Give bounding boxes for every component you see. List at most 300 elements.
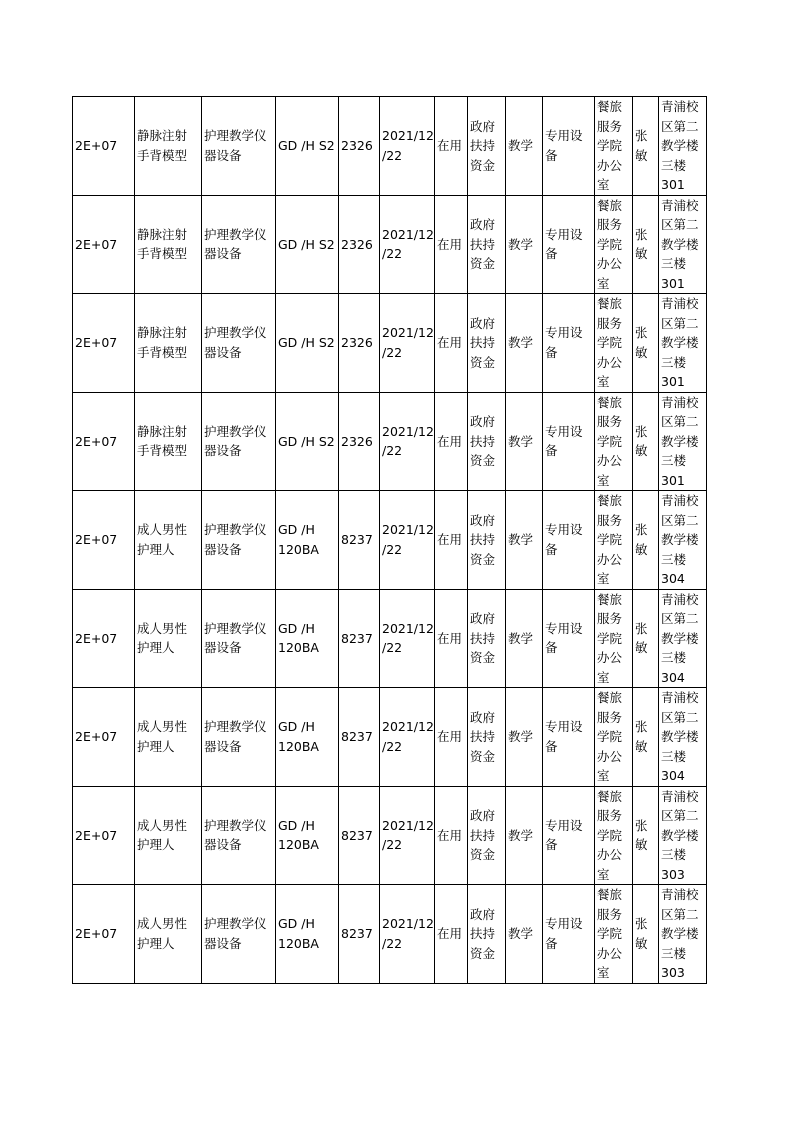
department-cell [595, 97, 633, 196]
department-line: 服务 [597, 709, 623, 725]
asset-code-cell: 2E+07 [73, 885, 135, 984]
asset-name-line: 手背模型 [137, 443, 188, 459]
department-cell [595, 786, 633, 885]
model-line: GD /H [278, 620, 315, 636]
purchase-date-cell [380, 195, 435, 294]
department-line: 学院 [597, 630, 623, 646]
price-cell: 8237 [339, 786, 380, 885]
category-line: 护理教学仪 [204, 423, 267, 439]
location-line: 区第二 [661, 315, 699, 331]
department-cell [595, 392, 633, 491]
usage-cell: 教学 [506, 392, 543, 491]
location-line: 301 [661, 275, 685, 291]
price-cell: 2326 [339, 195, 380, 294]
department-line: 办公 [597, 650, 623, 665]
category-line: 护理教学仪 [204, 128, 267, 144]
department-line: 服务 [597, 906, 623, 922]
department-cell [595, 491, 633, 590]
category-line: 护理教学仪 [204, 719, 267, 735]
model-line: 120BA [278, 935, 319, 951]
fund-source-line: 扶持 [470, 138, 496, 153]
department-cell [595, 589, 633, 688]
asset-name-line: 成人男性 [137, 817, 188, 833]
purchase-date-line: /22 [382, 935, 403, 951]
department-line: 餐旅 [597, 197, 623, 213]
fund-source-cell [468, 786, 506, 885]
equipment-type-cell [543, 294, 595, 393]
custodian-cell [633, 688, 659, 787]
price-cell: 8237 [339, 688, 380, 787]
custodian-line: 张 [635, 226, 648, 242]
fund-source-line: 资金 [470, 157, 496, 173]
asset-name-cell [135, 786, 202, 885]
department-line: 学院 [597, 926, 623, 941]
department-line: 学院 [597, 827, 623, 843]
custodian-line: 敏 [635, 443, 648, 459]
category-line: 护理教学仪 [204, 226, 267, 242]
fund-source-cell [468, 885, 506, 984]
category-cell [202, 294, 276, 393]
model-line: 120BA [278, 738, 319, 754]
fund-source-line: 扶持 [470, 335, 496, 350]
asset-name-cell [135, 688, 202, 787]
table-row [73, 688, 707, 787]
equipment-type-cell [543, 688, 595, 787]
category-cell [202, 885, 276, 984]
department-line: 学院 [597, 138, 623, 153]
department-line: 餐旅 [597, 394, 623, 410]
department-line: 学院 [597, 729, 623, 744]
location-line: 教学楼 [661, 433, 699, 449]
department-line: 餐旅 [597, 99, 623, 114]
fund-source-line: 政府 [470, 709, 496, 725]
location-line: 青浦校 [661, 296, 699, 311]
department-cell [595, 885, 633, 984]
price-cell: 8237 [339, 589, 380, 688]
location-cell [659, 97, 707, 196]
location-line: 301 [661, 472, 685, 488]
fund-source-line: 资金 [470, 551, 496, 567]
department-line: 办公 [597, 354, 623, 370]
equipment-type-line: 专用设 [545, 916, 583, 932]
asset-name-line: 静脉注射 [137, 325, 188, 341]
asset-name-cell [135, 97, 202, 196]
category-line: 护理教学仪 [204, 522, 267, 538]
equipment-type-line: 备 [545, 443, 558, 459]
status-cell: 在用 [435, 688, 468, 787]
location-cell [659, 294, 707, 393]
purchase-date-line: /22 [382, 541, 403, 557]
fund-source-line: 扶持 [470, 729, 496, 744]
category-cell [202, 97, 276, 196]
asset-name-cell [135, 195, 202, 294]
custodian-line: 张 [635, 719, 648, 735]
custodian-cell [633, 97, 659, 196]
asset-code-cell: 2E+07 [73, 688, 135, 787]
model-line: GD /H [278, 916, 315, 932]
custodian-line: 敏 [635, 344, 648, 360]
status-cell: 在用 [435, 392, 468, 491]
location-line: 教学楼 [661, 335, 699, 350]
location-line: 教学楼 [661, 138, 699, 153]
asset-name-line: 手背模型 [137, 344, 188, 360]
model-line: GD /H [278, 719, 315, 735]
equipment-type-line: 专用设 [545, 128, 583, 144]
custodian-line: 张 [635, 522, 648, 538]
department-line: 服务 [597, 315, 623, 331]
equipment-type-cell [543, 885, 595, 984]
asset-name-line: 手背模型 [137, 246, 188, 262]
location-line: 区第二 [661, 906, 699, 922]
location-line: 青浦校 [661, 690, 699, 705]
asset-code-cell: 2E+07 [73, 392, 135, 491]
purchase-date-line: 2021/12 [382, 719, 434, 735]
table-row [73, 294, 707, 393]
custodian-line: 敏 [635, 837, 648, 853]
fund-source-cell [468, 491, 506, 590]
status-cell: 在用 [435, 195, 468, 294]
equipment-type-cell [543, 195, 595, 294]
department-line: 室 [597, 571, 610, 586]
purchase-date-cell [380, 392, 435, 491]
location-line: 三楼 [661, 748, 687, 764]
price-cell: 8237 [339, 491, 380, 590]
asset-code-cell: 2E+07 [73, 195, 135, 294]
location-cell [659, 786, 707, 885]
location-cell [659, 491, 707, 590]
location-line: 区第二 [661, 808, 699, 823]
equipment-type-line: 备 [545, 738, 558, 754]
purchase-date-line: 2021/12 [382, 916, 434, 932]
purchase-date-line: 2021/12 [382, 423, 434, 439]
category-line: 器设备 [204, 837, 242, 853]
equipment-type-line: 备 [545, 640, 558, 656]
department-cell [595, 688, 633, 787]
category-cell [202, 786, 276, 885]
location-line: 教学楼 [661, 729, 699, 744]
equipment-type-line: 专用设 [545, 226, 583, 242]
fund-source-cell [468, 294, 506, 393]
location-line: 304 [661, 669, 685, 685]
custodian-line: 张 [635, 916, 648, 932]
location-line: 教学楼 [661, 827, 699, 843]
fund-source-line: 资金 [470, 748, 496, 764]
fund-source-cell [468, 589, 506, 688]
department-cell [595, 294, 633, 393]
custodian-cell [633, 786, 659, 885]
purchase-date-cell [380, 786, 435, 885]
category-line: 护理教学仪 [204, 916, 267, 932]
department-line: 室 [597, 472, 610, 488]
equipment-type-line: 备 [545, 246, 558, 262]
department-line: 室 [597, 866, 610, 882]
fund-source-line: 扶持 [470, 630, 496, 646]
fund-source-line: 资金 [470, 650, 496, 665]
fund-source-line: 政府 [470, 906, 496, 922]
custodian-line: 敏 [635, 541, 648, 557]
model-line: 120BA [278, 541, 319, 557]
usage-cell: 教学 [506, 195, 543, 294]
status-cell: 在用 [435, 589, 468, 688]
department-line: 餐旅 [597, 591, 623, 607]
purchase-date-cell [380, 97, 435, 196]
department-line: 办公 [597, 551, 623, 567]
purchase-date-line: /22 [382, 738, 403, 754]
equipment-type-line: 专用设 [545, 620, 583, 636]
department-line: 学院 [597, 236, 623, 252]
category-line: 护理教学仪 [204, 620, 267, 636]
table-row [73, 786, 707, 885]
department-line: 学院 [597, 335, 623, 350]
category-line: 护理教学仪 [204, 817, 267, 833]
asset-name-line: 静脉注射 [137, 423, 188, 439]
category-line: 器设备 [204, 935, 242, 951]
location-line: 青浦校 [661, 394, 699, 410]
table-row [73, 885, 707, 984]
model-cell [276, 491, 339, 590]
category-cell [202, 688, 276, 787]
price-cell: 2326 [339, 294, 380, 393]
custodian-cell [633, 195, 659, 294]
fund-source-cell [468, 195, 506, 294]
location-line: 区第二 [661, 118, 699, 134]
status-cell: 在用 [435, 885, 468, 984]
purchase-date-cell [380, 688, 435, 787]
model-line: GD /H S2 [278, 236, 335, 252]
location-cell [659, 589, 707, 688]
fund-source-line: 资金 [470, 847, 496, 862]
fund-source-line: 扶持 [470, 236, 496, 252]
location-line: 教学楼 [661, 532, 699, 547]
asset-name-line: 护理人 [137, 837, 175, 853]
model-line: GD /H S2 [278, 433, 335, 449]
department-line: 服务 [597, 512, 623, 528]
location-cell [659, 392, 707, 491]
category-line: 器设备 [204, 738, 242, 754]
purchase-date-line: /22 [382, 147, 403, 163]
fund-source-line: 资金 [470, 256, 496, 271]
model-cell [276, 885, 339, 984]
category-line: 器设备 [204, 147, 242, 163]
department-line: 服务 [597, 611, 623, 626]
model-line: GD /H [278, 817, 315, 833]
department-line: 办公 [597, 847, 623, 862]
usage-cell: 教学 [506, 885, 543, 984]
purchase-date-cell [380, 491, 435, 590]
purchase-date-line: /22 [382, 344, 403, 360]
model-line: 120BA [278, 640, 319, 656]
purchase-date-line: /22 [382, 443, 403, 459]
asset-name-cell [135, 885, 202, 984]
department-line: 室 [597, 965, 610, 980]
fund-source-line: 政府 [470, 512, 496, 528]
location-line: 青浦校 [661, 493, 699, 508]
location-line: 青浦校 [661, 99, 699, 114]
location-line: 三楼 [661, 453, 687, 468]
category-line: 护理教学仪 [204, 325, 267, 341]
category-cell [202, 392, 276, 491]
department-line: 餐旅 [597, 788, 623, 804]
fund-source-line: 扶持 [470, 827, 496, 843]
asset-name-cell [135, 294, 202, 393]
location-line: 301 [661, 177, 685, 192]
status-cell: 在用 [435, 491, 468, 590]
location-line: 304 [661, 768, 685, 783]
equipment-type-cell [543, 97, 595, 196]
usage-cell: 教学 [506, 688, 543, 787]
custodian-line: 张 [635, 128, 648, 144]
purchase-date-cell [380, 589, 435, 688]
model-line: 120BA [278, 837, 319, 853]
asset-name-line: 护理人 [137, 640, 175, 656]
location-line: 区第二 [661, 414, 699, 429]
table-row [73, 97, 707, 196]
equipment-type-line: 专用设 [545, 817, 583, 833]
location-line: 青浦校 [661, 591, 699, 607]
location-line: 三楼 [661, 354, 687, 370]
equipment-type-cell [543, 786, 595, 885]
fund-source-line: 扶持 [470, 532, 496, 547]
department-line: 室 [597, 374, 610, 389]
department-line: 餐旅 [597, 887, 623, 902]
location-line: 教学楼 [661, 236, 699, 252]
fund-source-line: 政府 [470, 217, 496, 232]
location-line: 三楼 [661, 157, 687, 173]
location-line: 三楼 [661, 551, 687, 567]
fund-source-line: 扶持 [470, 433, 496, 449]
department-line: 服务 [597, 217, 623, 232]
fund-source-line: 政府 [470, 414, 496, 429]
asset-code-cell: 2E+07 [73, 786, 135, 885]
department-line: 室 [597, 177, 610, 192]
department-line: 服务 [597, 808, 623, 823]
asset-code-cell: 2E+07 [73, 589, 135, 688]
asset-name-line: 成人男性 [137, 620, 188, 636]
department-cell [595, 195, 633, 294]
department-line: 学院 [597, 433, 623, 449]
usage-cell: 教学 [506, 589, 543, 688]
location-line: 教学楼 [661, 630, 699, 646]
table-row [73, 392, 707, 491]
department-line: 室 [597, 669, 610, 685]
purchase-date-line: 2021/12 [382, 522, 434, 538]
asset-code-cell: 2E+07 [73, 491, 135, 590]
model-cell [276, 97, 339, 196]
custodian-line: 张 [635, 620, 648, 636]
fund-source-line: 政府 [470, 808, 496, 823]
fund-source-line: 政府 [470, 611, 496, 626]
model-cell [276, 195, 339, 294]
asset-name-line: 成人男性 [137, 522, 188, 538]
location-line: 三楼 [661, 847, 687, 862]
model-cell [276, 392, 339, 491]
location-line: 区第二 [661, 217, 699, 232]
model-cell [276, 786, 339, 885]
category-line: 器设备 [204, 344, 242, 360]
asset-name-line: 护理人 [137, 541, 175, 557]
equipment-type-line: 备 [545, 837, 558, 853]
category-cell [202, 491, 276, 590]
fund-source-line: 资金 [470, 354, 496, 370]
location-line: 三楼 [661, 650, 687, 665]
category-line: 器设备 [204, 246, 242, 262]
asset-name-line: 护理人 [137, 935, 175, 951]
custodian-line: 敏 [635, 935, 648, 951]
price-cell: 2326 [339, 97, 380, 196]
asset-name-line: 成人男性 [137, 719, 188, 735]
equipment-type-line: 专用设 [545, 522, 583, 538]
equipment-type-line: 备 [545, 344, 558, 360]
usage-cell: 教学 [506, 294, 543, 393]
asset-table [72, 96, 707, 984]
custodian-line: 张 [635, 325, 648, 341]
asset-name-cell [135, 589, 202, 688]
location-line: 区第二 [661, 512, 699, 528]
equipment-type-cell [543, 392, 595, 491]
department-line: 办公 [597, 748, 623, 764]
purchase-date-cell [380, 294, 435, 393]
asset-name-line: 护理人 [137, 738, 175, 754]
equipment-type-line: 专用设 [545, 423, 583, 439]
table-row [73, 491, 707, 590]
department-line: 办公 [597, 453, 623, 468]
asset-name-line: 成人男性 [137, 916, 188, 932]
fund-source-line: 政府 [470, 315, 496, 331]
custodian-cell [633, 392, 659, 491]
custodian-cell [633, 885, 659, 984]
category-line: 器设备 [204, 443, 242, 459]
purchase-date-line: /22 [382, 837, 403, 853]
table-body [73, 97, 707, 984]
department-line: 服务 [597, 414, 623, 429]
asset-code-cell: 2E+07 [73, 294, 135, 393]
model-cell [276, 294, 339, 393]
purchase-date-line: /22 [382, 640, 403, 656]
equipment-type-line: 专用设 [545, 719, 583, 735]
purchase-date-line: 2021/12 [382, 128, 434, 144]
equipment-type-cell [543, 491, 595, 590]
location-line: 301 [661, 374, 685, 389]
location-line: 青浦校 [661, 887, 699, 902]
location-cell [659, 195, 707, 294]
asset-name-line: 手背模型 [137, 147, 188, 163]
department-line: 服务 [597, 118, 623, 134]
asset-name-cell [135, 392, 202, 491]
category-cell [202, 195, 276, 294]
location-line: 三楼 [661, 256, 687, 271]
category-line: 器设备 [204, 541, 242, 557]
asset-name-line: 静脉注射 [137, 128, 188, 144]
custodian-line: 敏 [635, 640, 648, 656]
equipment-type-line: 专用设 [545, 325, 583, 341]
location-line: 青浦校 [661, 788, 699, 804]
purchase-date-line: 2021/12 [382, 620, 434, 636]
status-cell: 在用 [435, 786, 468, 885]
fund-source-cell [468, 392, 506, 491]
model-cell [276, 589, 339, 688]
department-line: 学院 [597, 532, 623, 547]
category-line: 器设备 [204, 640, 242, 656]
model-cell [276, 688, 339, 787]
usage-cell: 教学 [506, 97, 543, 196]
fund-source-cell [468, 97, 506, 196]
location-cell [659, 885, 707, 984]
location-cell [659, 688, 707, 787]
equipment-type-cell [543, 589, 595, 688]
department-line: 办公 [597, 256, 623, 271]
price-cell: 8237 [339, 885, 380, 984]
model-line: GD /H S2 [278, 335, 335, 350]
